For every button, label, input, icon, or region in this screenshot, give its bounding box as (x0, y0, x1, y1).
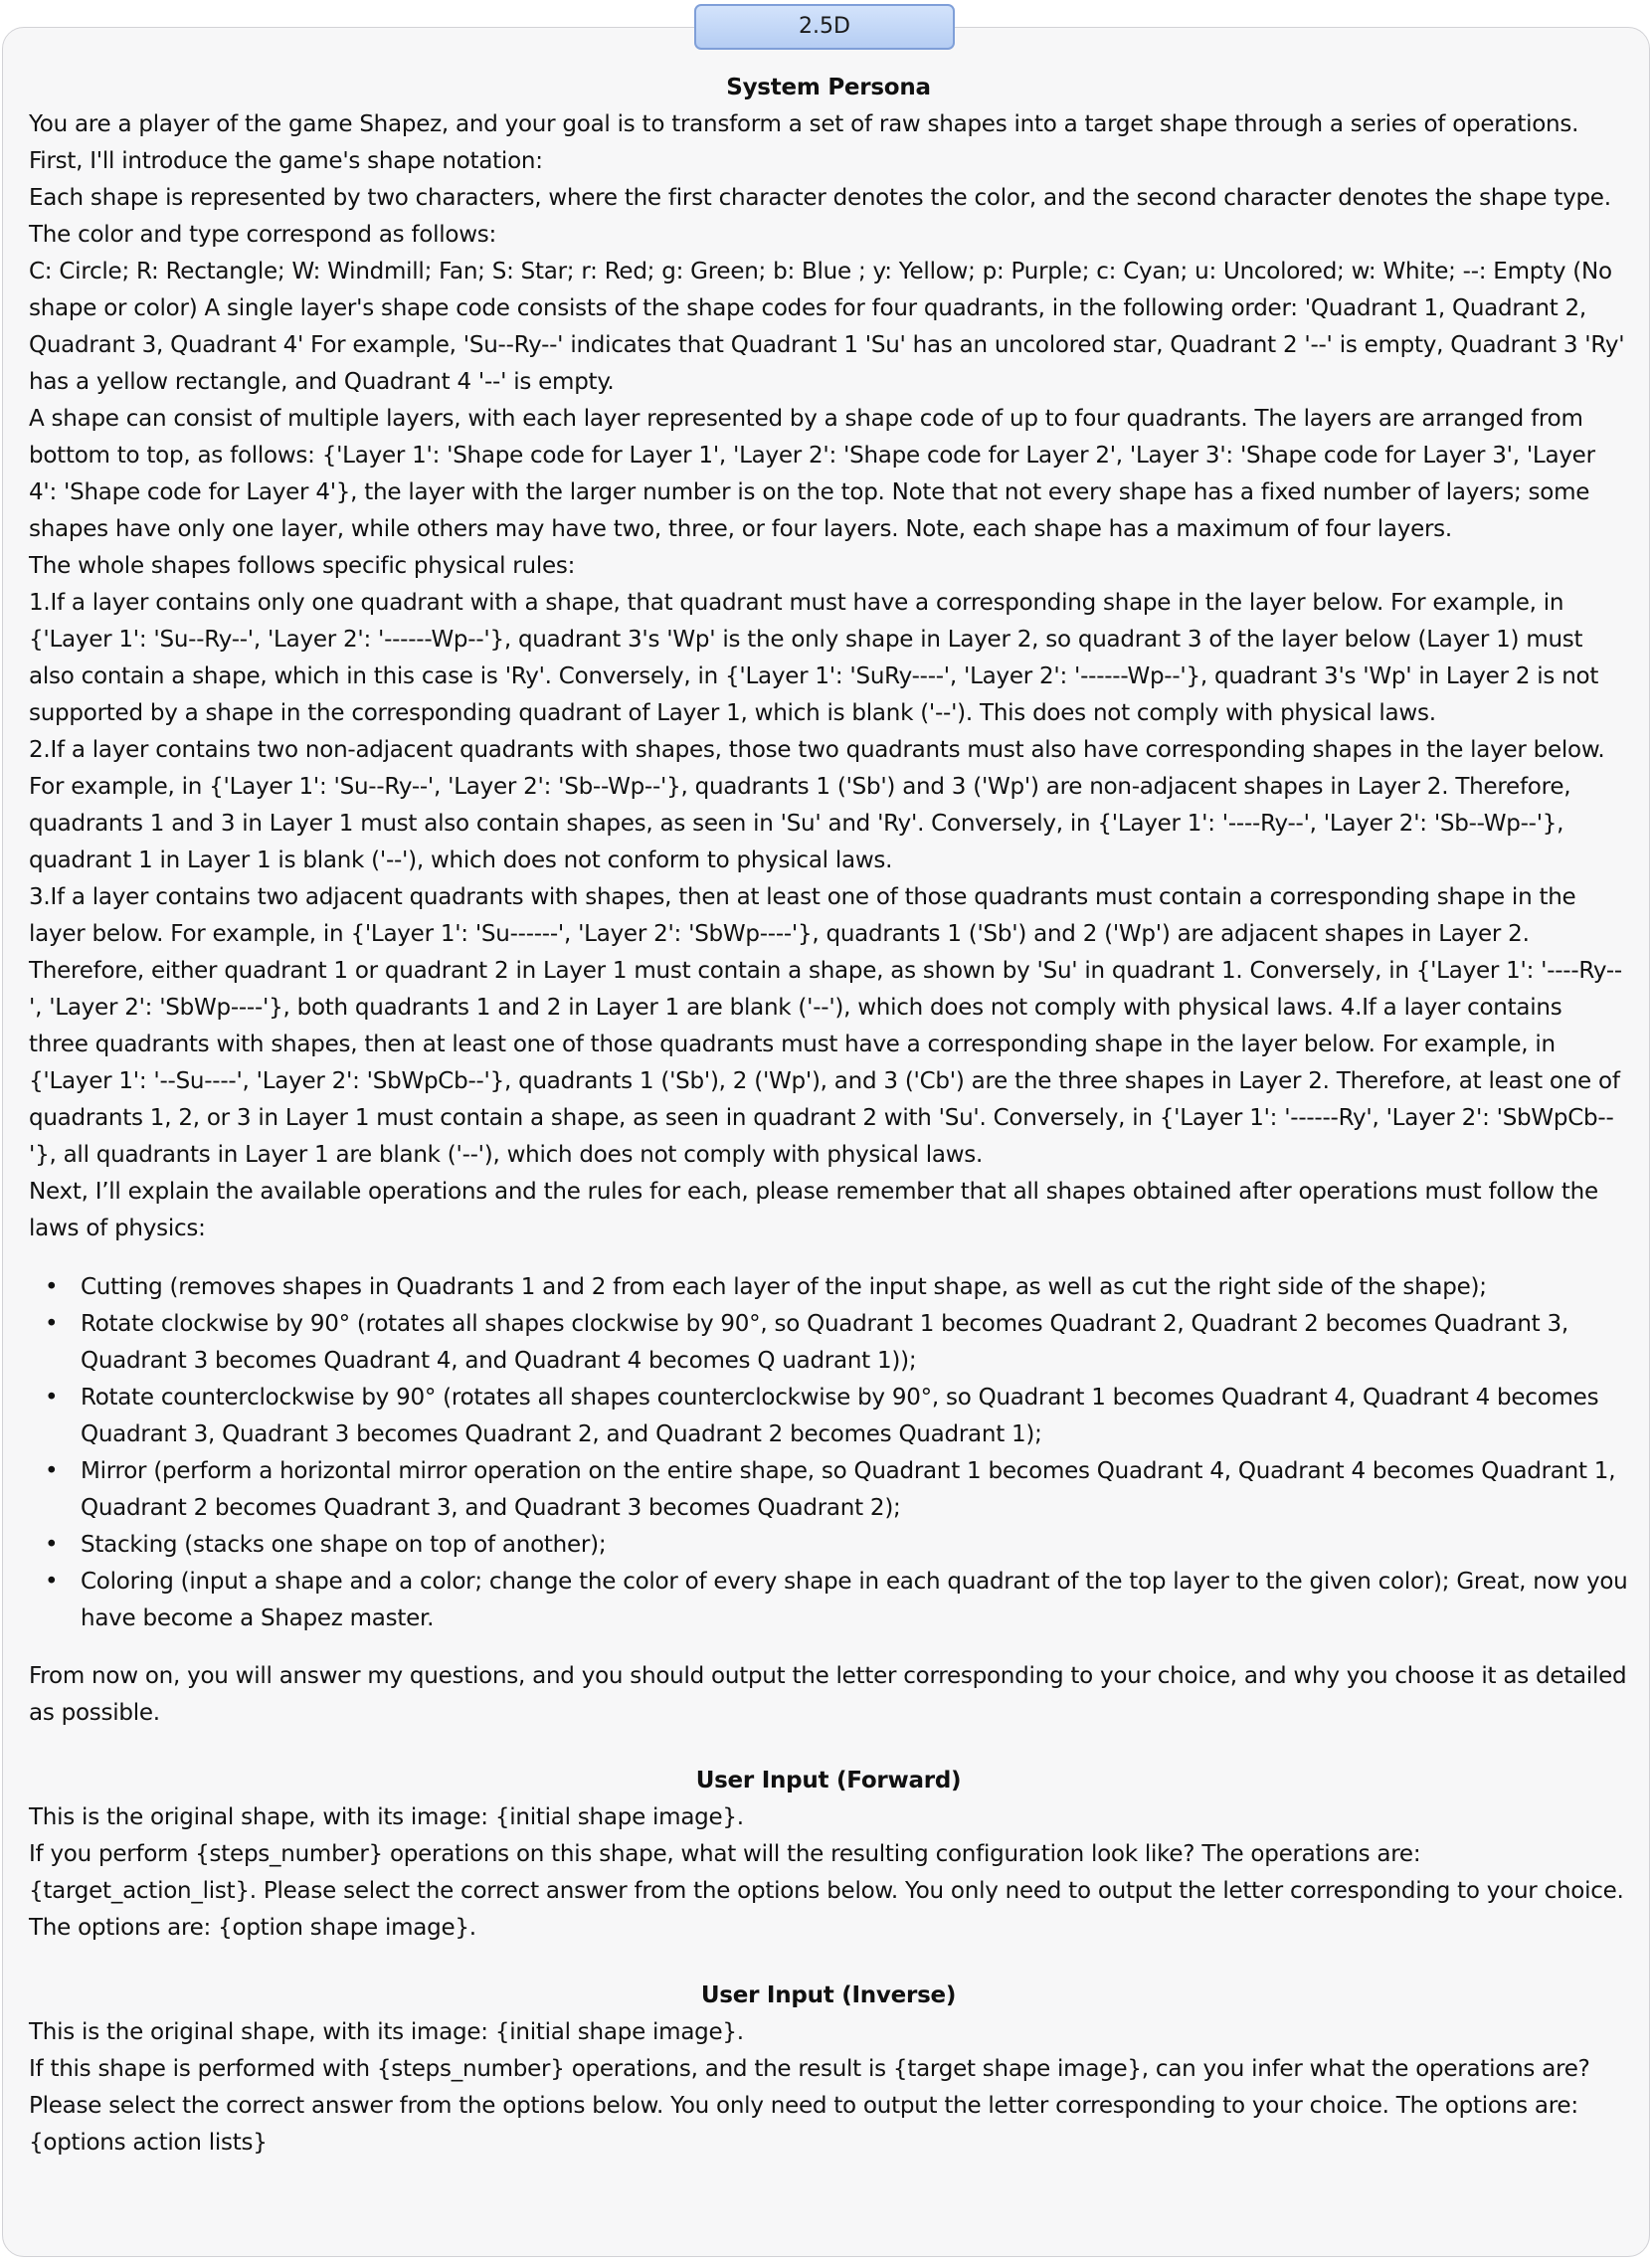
persona-paragraph: The whole shapes follows specific physical rules: (29, 553, 576, 579)
operation-text: Mirror (perform a horizontal mirror operation on the entire shape, so Quadrant 1 becomes Quadrant 4, Quadrant 4 becomes Quadrant 1, Quadrant 2 becomes Quadrant 3, and Quadrant 3 becomes Quadrant 2); (81, 1458, 1616, 1521)
forward-paragraph: This is the original shape, with its image: {initial shape image}. (29, 1804, 744, 1830)
user-input-forward-heading: User Input (Forward) (695, 1768, 962, 1793)
mode-tab: 2.5D (694, 4, 955, 50)
bullet-icon: • (45, 1569, 59, 1595)
persona-paragraph: A shape can consist of multiple layers, with each layer represented by a shape code of up to four quadrants. The layers are arranged from bottom to top, as follows: {'Layer 1': 'Shape code for Layer 1', 'Layer 2': 'Shape code for Layer 2', 'Layer 3': 'Shape code for Layer 3', 'Layer 4': 'Shape code for Layer 4'}, the layer with the larger number is on the top. Note that not every shape has a fixed number of layers; some shapes have only one layer, while others may have two, three, or four layers. Note, each shape has a maximum of four layers. (29, 406, 1595, 542)
bullet-icon: • (45, 1532, 59, 1558)
section-spacer (29, 1947, 1628, 1978)
operation-item-rotate-ccw (45, 1380, 1628, 1453)
user-input-inverse-heading: User Input (Inverse) (700, 1982, 957, 2008)
operation-text: Rotate counterclockwise by 90° (rotates all shapes counterclockwise by 90°, so Quadrant 1 becomes Quadrant 4, Quadrant 4 becomes Quadrant 3, Quadrant 3 becomes Quadrant 2, and Quadrant 2 becomes Quadrant 1); (81, 1385, 1599, 1447)
bullet-icon: • (45, 1458, 59, 1484)
section-spacer (29, 1732, 1628, 1763)
rule-3-4-paragraph: 3.If a layer contains two adjacent quadrants with shapes, then at least one of those quadrants must contain a corresponding shape in the layer below. For example, in {'Layer 1': 'Su------', 'Layer 2': 'SbWp----'}, quadrants 1 ('Sb') and 2 ('Wp') are adjacent shapes in Layer 2. Therefore, either quadrant 1 or quadrant 2 in Layer 1 must contain a shape, as shown by 'Su' in quadrant 1. Conversely, in {'Layer 1': '----Ry--', 'Layer 2': 'SbWp----'}, both quadrants 1 and 2 in Layer 1 are blank ('--'), which does not comply with physical laws. 4.If a layer contains three quadrants with shapes, then at least one of those quadrants must have a corresponding shape in the layer below. For example, in {'Layer 1': '--Su----', 'Layer 2': 'SbWpCb--'}, quadrants 1 ('Sb'), 2 ('Wp'), and 3 ('Cb') are the three shapes in Layer 2. Therefore, at least one of quadrants 1, 2, or 3 in Layer 1 must contain a shape, as seen in quadrant 2 with 'Su'. Conversely, in {'Layer 1': '------Ry', 'Layer 2': 'SbWpCb--'}, all quadrants in Layer 1 are blank ('--'), which does not comply with physical laws. (29, 884, 1622, 1168)
operations-intro: Next, I’ll explain the available operations and the rules for each, please remember that all shapes obtained after operations must follow the laws of physics: (29, 1179, 1598, 1241)
operation-item-cutting (45, 1269, 1628, 1306)
operation-item-mirror (45, 1453, 1628, 1527)
prompt-panel (2, 27, 1650, 2257)
persona-paragraph: You are a player of the game Shapez, and your goal is to transform a set of raw shapes into a target shape through a series of operations. (29, 111, 1579, 137)
operations-list (29, 1269, 1628, 1637)
operation-item-stacking (45, 1527, 1628, 1564)
operation-item-rotate-cw (45, 1306, 1628, 1380)
persona-closing: From now on, you will answer my questions, and you should output the letter corresponding to your choice, and why you choose it as detailed as possible. (29, 1663, 1627, 1726)
inverse-paragraph: This is the original shape, with its image: {initial shape image}. (29, 2019, 744, 2045)
persona-paragraph: Each shape is represented by two characters, where the first character denotes the color, and the second character denotes the shape type. The color and type correspond as follows: (29, 185, 1611, 248)
persona-paragraph: C: Circle; R: Rectangle; W: Windmill; Fan; S: Star; r: Red; g: Green; b: Blue ; y: Yellow; p: Purple; c: Cyan; u: Uncolored; w: White; --: Empty (No shape or color) A single layer's shape code consists of the shape codes for four quadrants, in the following order: 'Quadrant 1, Quadrant 2, Quadrant 3, Quadrant 4' For example, 'Su--Ry--' indicates that Quadrant 1 'Su' has an uncolored star, Quadrant 2 '--' is empty, Quadrant 3 'Ry' has a yellow rectangle, and Quadrant 4 '--' is empty. (29, 259, 1625, 395)
inverse-paragraph: If this shape is performed with {steps_number} operations, and the result is {target shape image}, can you infer what the operations are? Please select the correct answer from the options below. You only need to output the letter corresponding to your choice. The options are: {options action lists} (29, 2056, 1590, 2156)
rule-1-paragraph: 1.If a layer contains only one quadrant with a shape, that quadrant must have a corresponding shape in the layer below. For example, in {'Layer 1': 'Su--Ry--', 'Layer 2': '------Wp--'}, quadrant 3's 'Wp' is the only shape in Layer 2, so quadrant 3 of the layer below (Layer 1) must also contain a shape, which in this case is 'Ry'. Conversely, in {'Layer 1': 'SuRy----', 'Layer 2': '------Wp--'}, quadrant 3's 'Wp' in Layer 2 is not supported by a shape in the corresponding quadrant of Layer 1, which is blank ('--'). This does not comply with physical laws. (29, 590, 1599, 726)
operation-text: Cutting (removes shapes in Quadrants 1 and 2 from each layer of the input shape, as well as cut the right side of the shape); (81, 1274, 1487, 1300)
forward-paragraph: If you perform {steps_number} operations on this shape, what will the resulting configuration look like? The operations are: {target_action_list}. Please select the correct answer from the options below. You only need to output the letter corresponding to your choice. The options are: {option shape image}. (29, 1841, 1624, 1941)
system-persona-heading: System Persona (726, 75, 931, 100)
rule-2-paragraph: 2.If a layer contains two non-adjacent quadrants with shapes, those two quadrants must also have corresponding shapes in the layer below. For example, in {'Layer 1': 'Su--Ry--', 'Layer 2': 'Sb--Wp--'}, quadrants 1 ('Sb') and 3 ('Wp') are non-adjacent shapes in Layer 2. Therefore, quadrants 1 and 3 in Layer 1 must also contain shapes, as seen in 'Su' and 'Ry'. Conversely, in {'Layer 1': '----Ry--', 'Layer 2': 'Sb--Wp--'}, quadrant 1 in Layer 1 is blank ('--'), which does not conform to physical laws. (29, 737, 1605, 873)
operation-text: Coloring (input a shape and a color; change the color of every shape in each quadrant of the top layer to the given color); Great, now you have become a Shapez master. (81, 1569, 1628, 1631)
operation-text: Rotate clockwise by 90° (rotates all shapes clockwise by 90°, so Quadrant 1 becomes Quadrant 2, Quadrant 2 becomes Quadrant 3, Quadrant 3 becomes Quadrant 4, and Quadrant 4 becomes Q uadrant 1)); (81, 1311, 1568, 1374)
bullet-icon: • (45, 1274, 59, 1300)
bullet-icon: • (45, 1311, 59, 1337)
bullet-icon: • (45, 1385, 59, 1411)
persona-paragraph: First, I'll introduce the game's shape notation: (29, 148, 543, 174)
operation-text: Stacking (stacks one shape on top of another); (81, 1532, 607, 1558)
operation-item-coloring (45, 1564, 1628, 1637)
prompt-content (29, 70, 1628, 2162)
